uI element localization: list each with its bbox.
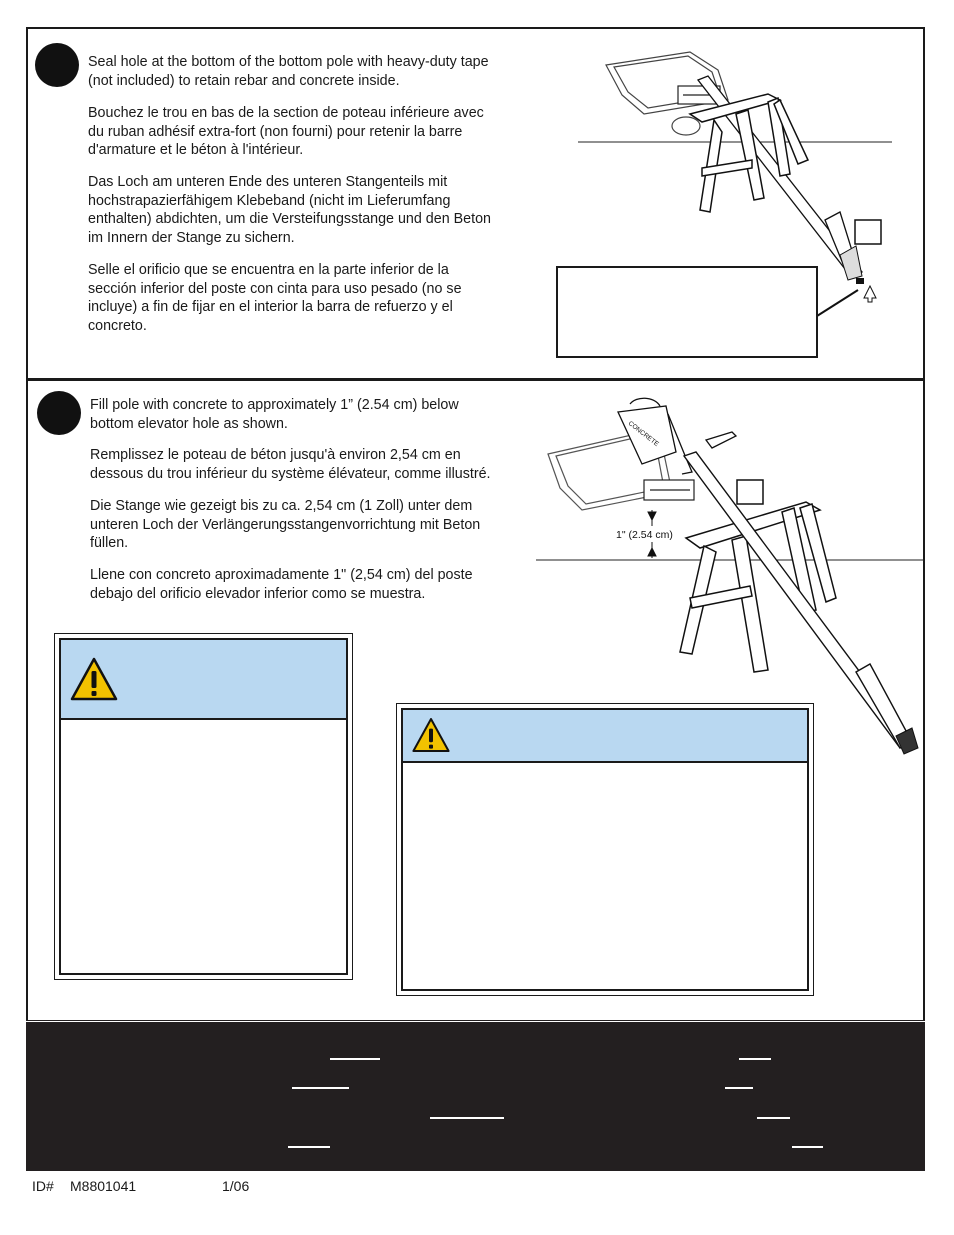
- warning-icon: [69, 656, 119, 702]
- step1-callout-box: [556, 266, 818, 358]
- blank-line: [330, 1058, 380, 1060]
- blank-line: [288, 1146, 330, 1148]
- warning-box-left-inner: [59, 638, 348, 975]
- step1-text-es: Selle el orificio que se encuentra en la parte inferior de la sección inferior del poste con cinta para uso pesado (no se incluye) a fin de fijar en el interior la barra de refuerzo y el concreto.: [88, 262, 462, 334]
- warning-box-right-inner: [401, 708, 809, 991]
- document-id-label: ID#: [32, 1178, 54, 1194]
- step1-text-de: Das Loch am unteren Ende des unteren Stangenteils mit hochstrapazierfähigem Klebeband (nicht im Lieferumfang enthalten) abdichten, um die Versteifungsstange und den Beton im Innern der Stange zu sichern.: [88, 174, 491, 246]
- blank-line: [292, 1087, 349, 1089]
- step2-text-de: Die Stange wie gezeigt bis zu ca. 2,54 cm (1 Zoll) unter dem unteren Loch der Verlängerungsstangenvorrichtung mit Beton füllen.: [90, 498, 481, 552]
- warning-box-left: [54, 633, 353, 980]
- step-2-marker: [37, 391, 81, 435]
- blank-line: [725, 1087, 753, 1089]
- measurement-label: 1" (2.54 cm): [616, 529, 673, 541]
- blank-line: [757, 1117, 790, 1119]
- warning-header-right: [403, 710, 807, 763]
- step2-text-es: Llene con concreto aproximadamente 1" (2,54 cm) del poste debajo del orificio elevador inferior como se muestra.: [90, 567, 473, 602]
- document-id: M8801041: [70, 1178, 137, 1194]
- footer-bar: [26, 1020, 925, 1171]
- warning-header-left: [61, 640, 346, 720]
- warning-box-right: [396, 703, 814, 996]
- section-divider: [26, 378, 925, 381]
- footer-top-rule: [26, 1021, 925, 1022]
- step1-text-en: Seal hole at the bottom of the bottom pole with heavy-duty tape (not included) to retain rebar and concrete inside.: [88, 54, 489, 89]
- blank-line: [792, 1146, 823, 1148]
- warning-icon: [411, 716, 451, 754]
- bucket-label: CONCRETE: [626, 420, 660, 449]
- step2-text-fr: Remplissez le poteau de béton jusqu'à environ 2,54 cm en dessous du trou inférieur du système élévateur, comme illustré.: [90, 447, 491, 482]
- step2-text-en: Fill pole with concrete to approximately 1” (2.54 cm) below bottom elevator hole as shown.: [90, 397, 459, 432]
- step1-text-fr: Bouchez le trou en bas de la section de poteau inférieure avec du ruban adhésif extra-fort (non fourni) pour retenir la barre d'armature et le béton à l'intérieur.: [88, 105, 484, 159]
- document-date: 1/06: [222, 1178, 250, 1194]
- step-1-marker: [35, 43, 79, 87]
- blank-line: [739, 1058, 771, 1060]
- blank-line: [430, 1117, 504, 1119]
